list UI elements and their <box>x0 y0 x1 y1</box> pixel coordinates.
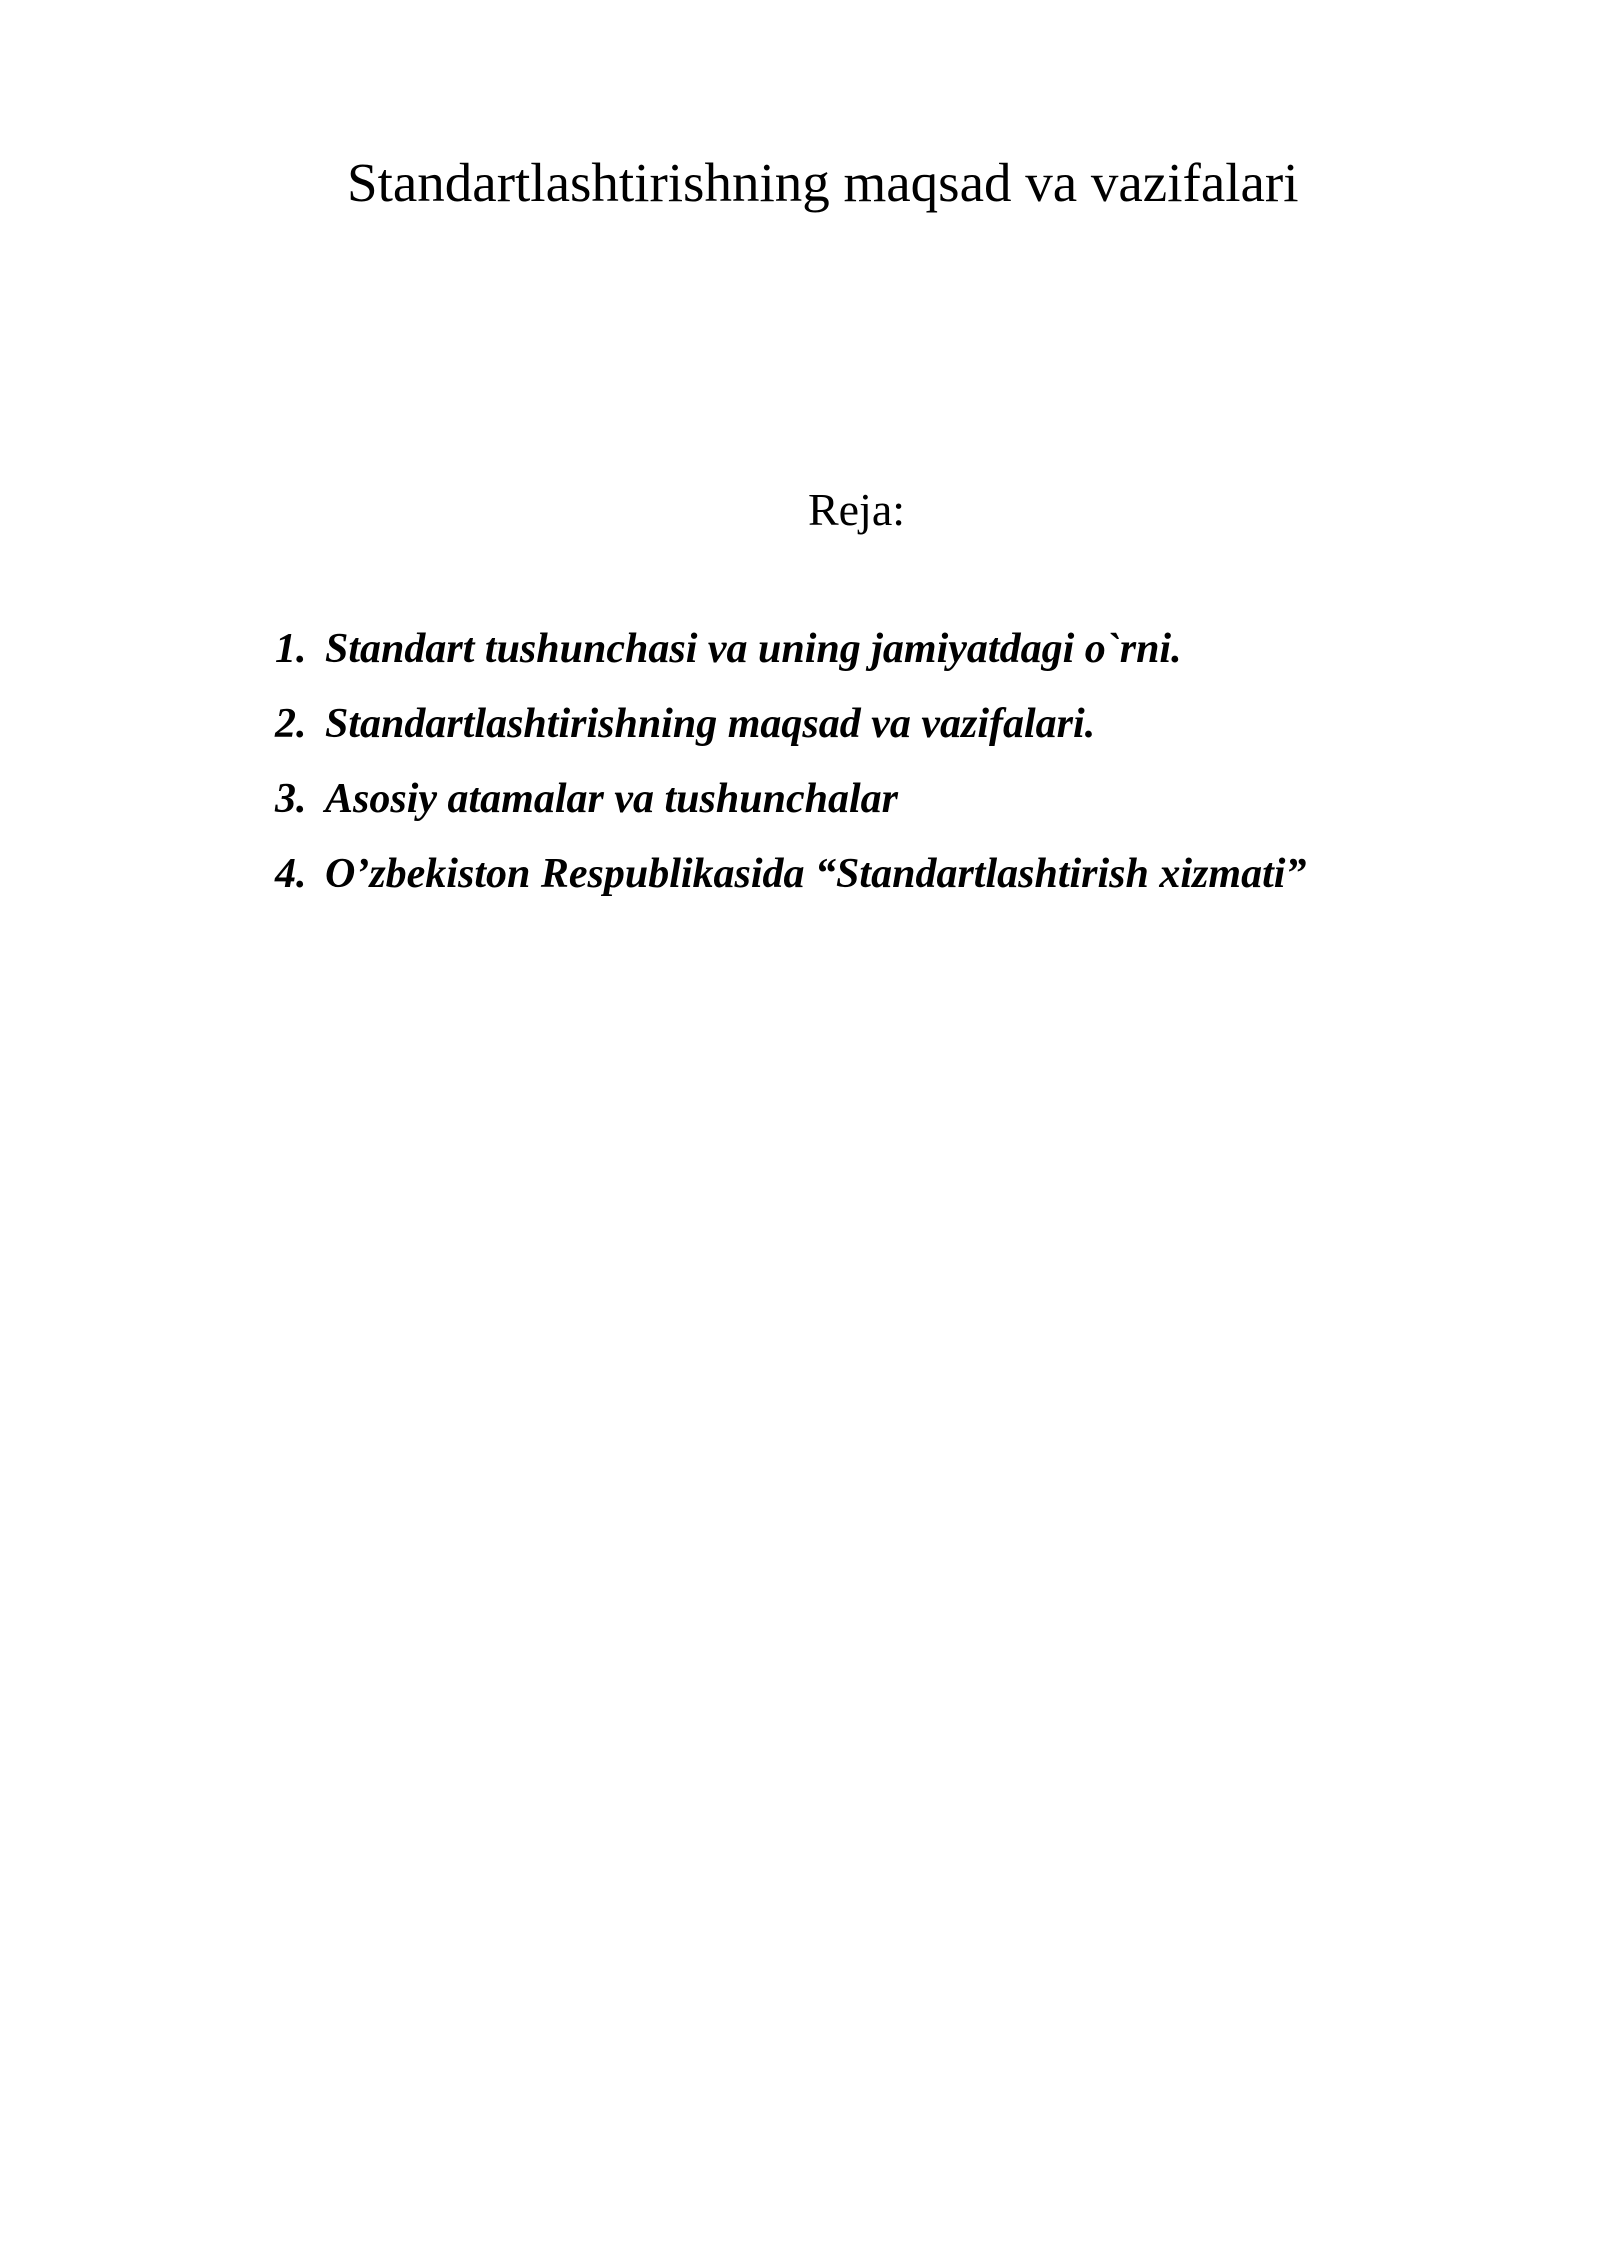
plan-list <box>275 624 1306 924</box>
plan-item <box>275 624 1306 699</box>
plan-item <box>275 699 1306 774</box>
plan-item <box>275 774 1306 849</box>
plan-item-number: 1. <box>275 626 307 672</box>
plan-heading: Reja: <box>807 484 906 535</box>
plan-item-text: O’zbekiston Respublikasida “Standartlashtirish xizmati” <box>325 851 1307 897</box>
plan-item-number: 3. <box>275 776 307 822</box>
plan-item-text: Asosiy atamalar va tushunchalar <box>325 776 898 822</box>
plan-item-text: Standartlashtirishning maqsad va vazifalari. <box>325 701 1096 747</box>
plan-item-number: 4. <box>275 851 307 897</box>
plan-item-number: 2. <box>275 701 307 747</box>
plan-item-text: Standart tushunchasi va uning jamiyatdagi o`rni. <box>325 626 1182 672</box>
plan-item <box>275 849 1306 924</box>
document-title: Standartlashtirishning maqsad va vazifalari <box>347 152 1299 213</box>
